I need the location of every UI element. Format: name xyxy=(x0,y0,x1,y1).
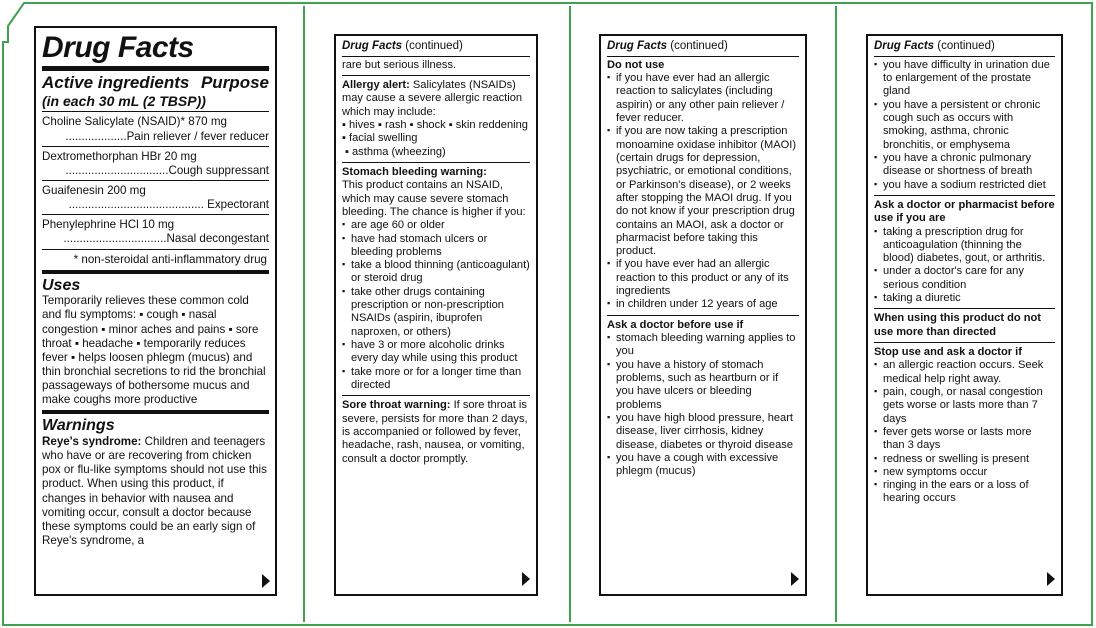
active-ingredients-heading: Active ingredients xyxy=(42,73,190,92)
list-item: ▪ if you are now taking a prescription monoamine oxidase inhibitor (MAOI) (certain drugs for depression, psychiatric, or emotional conditions, or Parkinson's disease), or 2 weeks after stopping the MAOI drug. If you do not know if your prescription drug contains an MAOI, ask a doctor or pharmacist before taking this product. xyxy=(607,125,799,258)
list-item: ▪ you have a cough with excessive phlegm (mucus) xyxy=(607,452,799,479)
list-item: ▪ in children under 12 years of age xyxy=(607,298,799,311)
panel-divider-2 xyxy=(569,6,571,622)
list-item: ▪ new symptoms occur xyxy=(874,466,1055,479)
stop-use-heading: Stop use and ask a doctor if xyxy=(874,346,1022,359)
continue-arrow-icon xyxy=(522,572,530,586)
when-using-section xyxy=(874,308,1055,339)
list-item: ▪ you have high blood pressure, heart disease, liver cirrhosis, kidney disease, diabetes or thyroid disease xyxy=(607,412,799,452)
list-item: ▪ you have a chronic pulmonary disease or shortness of breath xyxy=(874,152,1055,179)
stop-use-section xyxy=(874,342,1055,506)
list-item: ▪ fever gets worse or lasts more than 3 days xyxy=(874,426,1055,453)
list-item: ▪ if you have ever had an allergic reaction to this product or any of its ingredients xyxy=(607,258,799,298)
ask-doctor-heading: Ask a doctor before use if xyxy=(607,318,744,331)
continued-title xyxy=(607,40,799,57)
reyes-label: Reye's syndrome: xyxy=(42,435,142,449)
list-item: ▪ stomach bleeding warning applies to you xyxy=(607,332,799,359)
continued-suffix: (continued) xyxy=(402,40,463,52)
reyes-text: Children and teenagers who have or are recovering from chicken pox or flu-like symptoms should not use this product. When using this product, if changes in behavior with nausea and vomiting occur, consult a doctor because these symptoms could be an early sign of Reye's syndrome, a xyxy=(42,435,267,548)
continued-title-label: Drug Facts xyxy=(874,40,935,52)
stop-use-list xyxy=(874,359,1055,505)
ask-pharmacist-heading: Ask a doctor or pharmacist before use if you are xyxy=(874,198,1055,225)
drug-facts-panel-3 xyxy=(599,34,807,596)
ingredient-list xyxy=(42,115,269,266)
list-item: ▪ taking a diuretic xyxy=(874,292,1055,305)
list-item: ▪ you have a persistent or chronic cough such as occurs with smoking, asthma, chronic bronchitis, or emphysema xyxy=(874,99,1055,152)
list-item: ▪ taking a prescription drug for anticoagulation (thinning the blood) diabetes, gout, or arthritis. xyxy=(874,226,1055,266)
list-item: ▪ you have a sodium restricted diet xyxy=(874,179,1055,192)
nsaid-footnote: * non-steroidal anti-inflammatory drug xyxy=(73,252,267,266)
continue-arrow-icon xyxy=(262,574,270,588)
allergy-text: Salicylates (NSAIDs) may cause a severe allergic reaction which may include: xyxy=(342,79,523,118)
uses-section xyxy=(42,270,269,408)
panel-divider-1 xyxy=(303,6,305,622)
ingredient-purpose: .......................................... Expectorant xyxy=(42,198,269,215)
continued-title xyxy=(874,40,1055,57)
list-item: ▪ under a doctor's care for any serious condition xyxy=(874,265,1055,292)
continued-title-label: Drug Facts xyxy=(342,40,403,52)
stomach-bleeding-text: This product contains an NSAID, which may cause severe stomach bleeding. The chance is higher if you: xyxy=(342,179,526,218)
drug-facts-panel-2 xyxy=(334,34,538,596)
continued-lead: rare but serious illness. xyxy=(342,58,457,71)
do-not-use-heading: Do not use xyxy=(607,58,665,71)
ask-doctor-list xyxy=(607,332,799,478)
reyes-warning xyxy=(42,435,269,548)
ask-doctor-section xyxy=(607,315,799,479)
ingredient-name: Phenylephrine HCl 10 mg xyxy=(42,218,175,232)
dose-subheading: (in each 30 mL (2 TBSP)) xyxy=(42,93,269,113)
continue-arrow-icon xyxy=(1047,572,1055,586)
uses-text: Temporarily relieves these common cold and flu symptoms: ▪ cough ▪ nasal congestion ▪ minor aches and pains ▪ sore throat ▪ headache ▪ temporarily reduces fever ▪ helps loosen phlegm (mucus) and thin bronchial secretions to rid the bronchial passageways of bothersome mucus and make coughs more productive xyxy=(42,294,266,407)
sore-throat-label: Sore throat warning: xyxy=(342,399,451,412)
allergy-alert xyxy=(342,79,530,119)
list-item: ▪ pain, cough, or nasal congestion gets worse or lasts more than 7 days xyxy=(874,386,1055,426)
continued-suffix: (continued) xyxy=(667,40,728,52)
allergy-symptoms-2: ▪ asthma (wheezing) xyxy=(345,145,446,158)
when-using-heading: When using this product do not use more than directed xyxy=(874,312,1041,338)
ingredient-name: Choline Salicylate (NSAID)* 870 mg xyxy=(42,115,227,129)
drug-facts-panel-1 xyxy=(34,26,277,596)
stomach-bleeding-section xyxy=(342,162,530,392)
list-item: ▪ ringing in the ears or a loss of hearing occurs xyxy=(874,479,1055,506)
list-item: ▪ you have difficulty in urination due to enlargement of the prostate gland xyxy=(874,59,1055,99)
ingredient-purpose: ................................Nasal decongestant xyxy=(42,232,269,249)
list-item: ▪ are age 60 or older xyxy=(342,219,530,232)
warnings-heading: Warnings xyxy=(42,417,115,435)
ingredient-purpose: ................................Cough suppressant xyxy=(42,164,269,181)
list-item: ▪ take more or for a longer time than directed xyxy=(342,366,530,393)
continued-title-label: Drug Facts xyxy=(607,40,668,52)
sore-throat-section xyxy=(342,395,530,466)
warnings-section xyxy=(42,410,269,548)
ask-pharmacist-section xyxy=(874,195,1055,306)
list-item: ▪ if you have ever had an allergic reaction to salicylates (including aspirin) or any other pain reliever / fever reducer. xyxy=(607,72,799,125)
allergy-alert-section xyxy=(342,75,530,159)
allergy-symptoms: ▪ hives ▪ rash ▪ shock ▪ skin reddening ▪ facial swelling xyxy=(342,119,528,145)
stomach-bleeding-heading: Stomach bleeding warning: xyxy=(342,165,487,178)
list-item: ▪ take a blood thinning (anticoagulant) or steroid drug xyxy=(342,259,530,286)
ingredient-name: Dextromethorphan HBr 20 mg xyxy=(42,149,197,163)
ask-doctor-continued-list xyxy=(874,59,1055,192)
allergy-label: Allergy alert: xyxy=(342,79,410,92)
drug-facts-panel-4 xyxy=(866,34,1063,596)
sore-throat-warning xyxy=(342,399,530,466)
list-item: ▪ take other drugs containing prescription or non-prescription NSAIDs (aspirin, ibuprofen naproxen, or others) xyxy=(342,286,530,339)
stomach-bleeding-list xyxy=(342,219,530,392)
sore-throat-text: If sore throat is severe, persists for more than 2 days, is accompanied or followed by fever, headache, rash, nausea, or vomiting, consult a doctor promptly. xyxy=(342,399,528,465)
continued-title xyxy=(342,40,530,57)
purpose-heading: Purpose xyxy=(200,73,269,92)
continued-suffix: (continued) xyxy=(934,40,995,52)
ask-pharmacist-list xyxy=(874,226,1055,306)
drug-facts-title: Drug Facts xyxy=(42,31,269,71)
ingredient-name: Guaifenesin 200 mg xyxy=(42,184,146,198)
uses-heading: Uses xyxy=(42,276,81,294)
active-ingredients-header xyxy=(42,74,269,93)
ingredient-purpose: ...................Pain reliever / fever reducer xyxy=(42,130,269,147)
do-not-use-list xyxy=(607,72,799,312)
list-item: ▪ an allergic reaction occurs. Seek medical help right away. xyxy=(874,359,1055,386)
continue-arrow-icon xyxy=(791,572,799,586)
panel-divider-3 xyxy=(835,6,837,622)
list-item: ▪ redness or swelling is present xyxy=(874,453,1055,466)
list-item: ▪ have 3 or more alcoholic drinks every day while using this product xyxy=(342,339,530,366)
list-item: ▪ have had stomach ulcers or bleeding problems xyxy=(342,233,530,260)
list-item: ▪ you have a history of stomach problems, such as heartburn or if you have ulcers or bleeding problems xyxy=(607,359,799,412)
